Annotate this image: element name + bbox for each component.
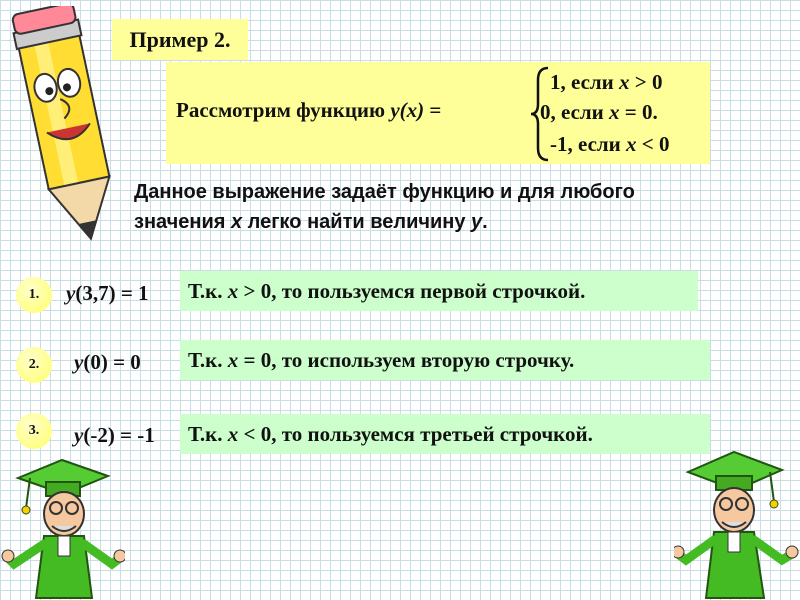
case-2-var: x <box>609 100 620 124</box>
example-title: Пример 2. <box>112 19 248 60</box>
graduate-character-right-illustration <box>674 440 799 600</box>
case-1-var: x <box>619 70 630 94</box>
item-2-expr-rest: (0) = 0 <box>83 350 141 374</box>
item-3-expression <box>74 423 155 448</box>
item-3-expr-rest: (-2) = -1 <box>83 423 155 447</box>
description-line-2-end: . <box>482 211 488 233</box>
item-2-explain-x: x <box>227 348 239 372</box>
function-intro-text: Рассмотрим функцию <box>176 98 391 122</box>
item-1-expr-rest: (3,7) = 1 <box>75 281 149 305</box>
item-number-1: 1. <box>16 277 52 313</box>
item-number-3: 3. <box>16 413 52 449</box>
case-3-value: -1, если <box>550 132 627 156</box>
description-var-x: x <box>230 211 243 233</box>
item-number-2: 2. <box>16 347 52 383</box>
function-case-2 <box>540 100 658 125</box>
item-3-explain-x: x <box>227 422 239 446</box>
pencil-character-illustration <box>8 6 128 256</box>
case-1-value: 1, если <box>550 70 620 94</box>
function-symbol: y(x) <box>390 98 425 122</box>
case-3-cond: < 0 <box>636 132 670 156</box>
item-2-explanation <box>180 340 710 380</box>
item-3-explain-b: < 0, то пользуемся третьей строчкой. <box>238 422 593 446</box>
description-line-2-a: значения <box>134 211 231 233</box>
item-1-explain-x: x <box>227 279 239 303</box>
item-3-func: y <box>74 423 84 447</box>
item-1-explain-b: > 0, то пользуемся первой строчкой. <box>238 279 586 303</box>
item-2-explain-b: = 0, то используем вторую строчку. <box>238 348 575 372</box>
function-equals: = <box>424 98 442 122</box>
description-text <box>134 177 754 237</box>
graduate-character-left-illustration <box>0 448 125 600</box>
case-2-value: 0, если <box>540 100 610 124</box>
description-var-y: y <box>471 211 483 233</box>
item-2-func: y <box>74 350 84 374</box>
case-1-cond: > 0 <box>629 70 663 94</box>
item-1-expression <box>66 281 149 306</box>
item-2-explain-a: Т.к. <box>188 348 228 372</box>
item-3-explain-a: Т.к. <box>188 422 228 446</box>
function-intro <box>176 98 441 123</box>
case-2-cond: = 0. <box>619 100 658 124</box>
item-3-explanation <box>180 414 710 454</box>
description-line-2-b: легко найти величину <box>242 211 472 233</box>
description-line-2 <box>134 207 754 237</box>
description-line-1: Данное выражение задаёт функцию и для любого <box>134 181 635 203</box>
item-1-func: y <box>66 281 76 305</box>
item-1-explanation <box>180 271 698 311</box>
case-3-var: x <box>626 132 637 156</box>
item-1-explain-a: Т.к. <box>188 279 228 303</box>
item-2-expression <box>74 350 141 375</box>
function-case-1 <box>550 70 663 95</box>
function-case-3 <box>550 132 670 157</box>
